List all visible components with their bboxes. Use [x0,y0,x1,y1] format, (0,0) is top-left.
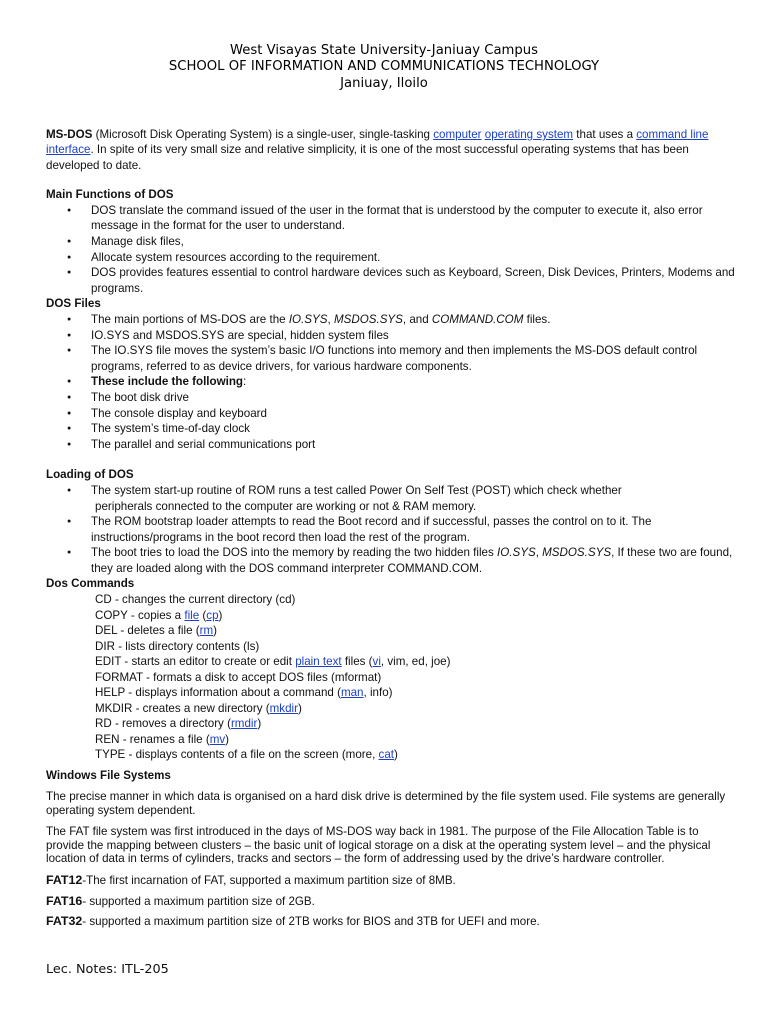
loading-heading: Loading of DOS [46,468,134,482]
list-item: ● The system start-up routine of ROM runs a test called Power On Self Test (POST) which check whether peripherals connected to the computer are working or not & RAM memory. [46,483,736,514]
list-item: ● These include the following: [46,374,736,390]
fat16-line: FAT16- supported a maximum partition size of 2GB. [46,893,315,908]
list-item: ● The ROM bootstrap loader attempts to read the Boot record and if successful, passes the control on to it. The instructions/programs in the boot record then load the rest of the program. [46,514,736,545]
footer-lec-notes: Lec. Notes: ITL-205 [46,962,169,977]
list-item: ● The IO.SYS file moves the system’s basic I/O functions into memory and then implements the MS-DOS default control programs, referred to as device drivers, for various hardware components. [46,343,736,374]
campus-location: Janiuay, Iloilo [340,75,428,91]
school-name: SCHOOL OF INFORMATION AND COMMUNICATIONS TECHNOLOGY [168,59,600,75]
list-item: ● The boot tries to load the DOS into the memory by reading the two hidden files IO.SYS, MSDOS.SYS, If these two are found, they are loaded along with the DOS command interpreter COMMAND.COM. [46,545,736,576]
list-item: ● Manage disk files, [46,234,736,250]
commands-list [46,592,736,763]
loading-list [46,483,736,577]
link-plain-text[interactable]: plain text [295,655,342,669]
link-command-line[interactable]: command line [636,128,709,141]
link-operating-system[interactable]: operating system [484,128,574,141]
command-del: DEL - deletes a file (rm) [95,624,218,638]
link-rmdir[interactable]: rmdir [230,717,258,731]
list-item: ● The parallel and serial communications port [46,437,736,453]
dos-files-heading: DOS Files [46,297,101,311]
document-body [46,127,736,930]
list-item: ● The boot disk drive [46,390,736,406]
wfs-paragraph-2: The FAT file system was first introduced in the days of MS-DOS way back in 1981. The purpose of the File Allocation Table is to provide the mapping between clusters – the basic unit of logical storage on a disk at the operating system level – and the physical location of data in terms of cylinders, tracks and sectors – the form of addressing used by the drive’s hardware controller. [46,824,711,866]
command-copy: COPY - copies a file (cp) [95,608,223,622]
main-functions-list [46,203,736,297]
link-cp[interactable]: cp [206,608,219,622]
fat12-line: FAT12-The first incarnation of FAT, supported a maximum partition size of 8MB. [46,873,456,888]
link-interface[interactable]: interface [46,143,91,157]
link-mkdir[interactable]: mkdir [269,701,298,715]
list-item: ● The system’s time-of-day clock [46,421,736,437]
command-ren: REN - renames a file (mv) [95,732,230,746]
link-man[interactable]: man [340,686,364,700]
intro-paragraph: MS-DOS (Microsoft Disk Operating System) is a single-user, single-tasking computer operating system that uses a command line interface. In spite of its very small size and relative simplicity, it is one of the most successful operating systems that has been developed to date. [46,128,709,172]
main-functions-heading: Main Functions of DOS [46,188,174,202]
fat32-line: FAT32- supported a maximum partition size of 2TB works for BIOS and 3TB for UEFI and more. [46,914,540,929]
windows-file-systems-heading: Windows File Systems [46,768,171,782]
list-item: ● Allocate system resources according to the requirement. [46,250,736,266]
wfs-paragraph-1: The precise manner in which data is organised on a hard disk drive is determined by the file system used. File systems are generally operating system dependent. [46,790,726,817]
link-rm[interactable]: rm [199,624,214,638]
list-item: ● DOS provides features essential to control hardware devices such as Keyboard, Screen, Disk Devices, Printers, Modems and programs. [46,265,736,296]
command-type: TYPE - displays contents of a file on the screen (more, cat) [95,748,398,762]
list-item: ● The main portions of MS-DOS are the IO.SYS, MSDOS.SYS, and COMMAND.COM files. [46,312,736,328]
intro-term: MS-DOS [46,128,93,141]
command-mkdir: MKDIR - creates a new directory (mkdir) [95,701,302,715]
command-format: FORMAT - formats a disk to accept DOS files (mformat) [95,670,382,684]
link-cat[interactable]: cat [378,748,395,762]
commands-heading: Dos Commands [46,577,135,591]
university-name: West Visayas State University-Janiuay Campus [230,43,538,58]
dos-files-list [46,312,736,452]
command-help: HELP - displays information about a command (man, info) [95,686,393,700]
command-dir: DIR - lists directory contents (ls) [95,639,260,653]
link-file[interactable]: file [184,608,200,622]
list-item: ● DOS translate the command issued of the user in the format that is understood by the computer to execute it, also error message in the format for the user to understand. [46,203,736,234]
link-vi[interactable]: vi [372,655,381,669]
document-header [0,43,768,92]
command-edit: EDIT - starts an editor to create or edit plain text files (vi, vim, ed, joe) [95,655,451,669]
list-item: ● IO.SYS and MSDOS.SYS are special, hidden system files [46,328,736,344]
link-computer[interactable]: computer [433,128,482,141]
command-rd: RD - removes a directory (rmdir) [95,717,262,731]
list-item: ● The console display and keyboard [46,406,736,422]
command-cd: CD - changes the current directory (cd) [95,593,296,607]
link-mv[interactable]: mv [209,732,226,746]
